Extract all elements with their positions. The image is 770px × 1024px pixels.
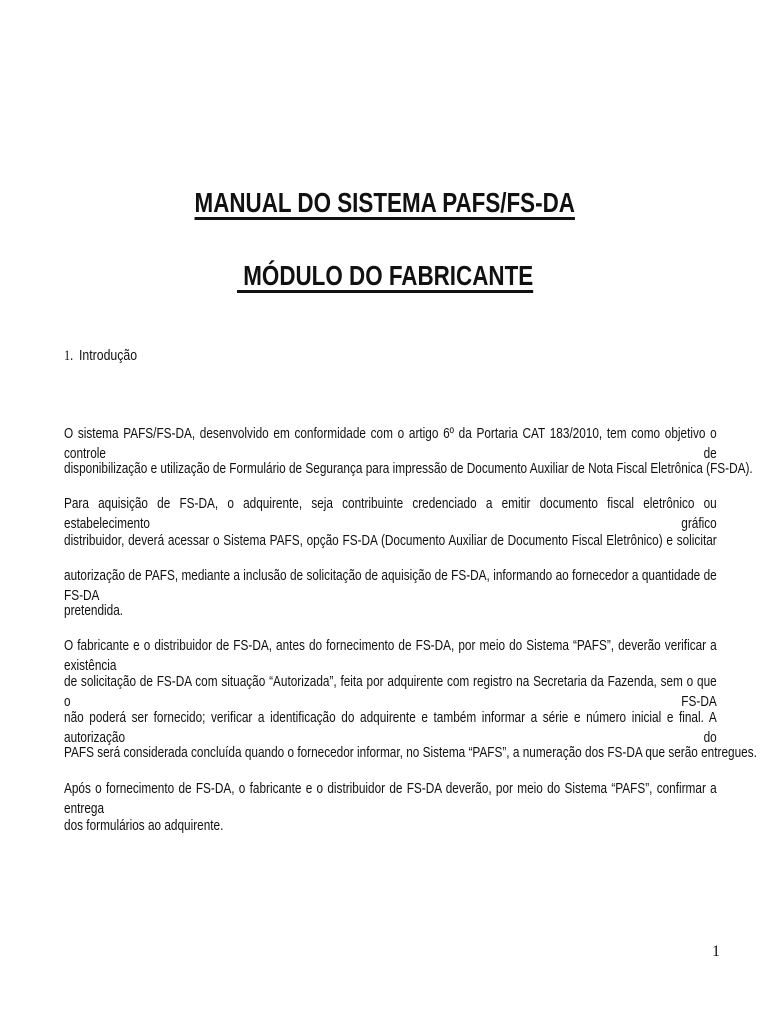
paragraph-line: de solicitação de FS-DA com situação “Autorizada”, feita por adquirente com registro na Secretaria da Fazenda, sem o que o FS-DA	[64, 674, 717, 710]
paragraph-line: dos formulários ao adquirente.	[64, 818, 224, 834]
section-label: Introdução	[78, 347, 138, 364]
page-number: 1	[712, 943, 720, 960]
paragraph-line: O fabricante e o distribuidor de FS-DA, antes do fornecimento de FS-DA, por meio do Sistema “PAFS”, deverão verificar a existência	[64, 638, 717, 674]
document-title-text: MANUAL DO SISTEMA PAFS/FS-DA	[194, 187, 576, 218]
paragraph-line: Para aquisição de FS-DA, o adquirente, seja contribuinte credenciado a emitir documento fiscal eletrônico ou estabelecimento gráfico	[64, 496, 717, 532]
section-number: 1.	[64, 348, 74, 364]
paragraph-line: autorização de PAFS, mediante a inclusão de solicitação de aquisição de FS-DA, informando ao fornecedor a quantidade de FS-DA	[64, 568, 717, 604]
module-title-text: MÓDULO DO FABRICANTE	[236, 260, 534, 291]
paragraph-line: PAFS será considerada concluída quando o fornecedor informar, no Sistema “PAFS”, a numeração dos FS-DA que serão entregues.	[64, 745, 757, 761]
paragraph-line: Após o fornecimento de FS-DA, o fabricante e o distribuidor de FS-DA deverão, por meio do Sistema “PAFS”, confirmar a entrega	[64, 781, 717, 817]
paragraph-line: pretendida.	[64, 603, 124, 619]
module-title	[0, 259, 770, 293]
paragraph-line: distribuidor, deverá acessar o Sistema PAFS, opção FS-DA (Documento Auxiliar de Documento Fiscal Eletrônico) e solicitar	[64, 533, 717, 549]
paragraph-line: disponibilização e utilização de Formulário de Segurança para impressão de Documento Auxiliar de Nota Fiscal Eletrônica (FS-DA).	[64, 461, 753, 477]
paragraph-line: não poderá ser fornecido; verificar a identificação do adquirente e também informar a série e número inicial e final. A autorização do	[64, 710, 717, 746]
document-title	[0, 186, 770, 220]
section-heading	[64, 347, 137, 365]
paragraph-line: O sistema PAFS/FS-DA, desenvolvido em conformidade com o artigo 6º da Portaria CAT 183/2010, tem como objetivo o controle de	[64, 426, 717, 462]
